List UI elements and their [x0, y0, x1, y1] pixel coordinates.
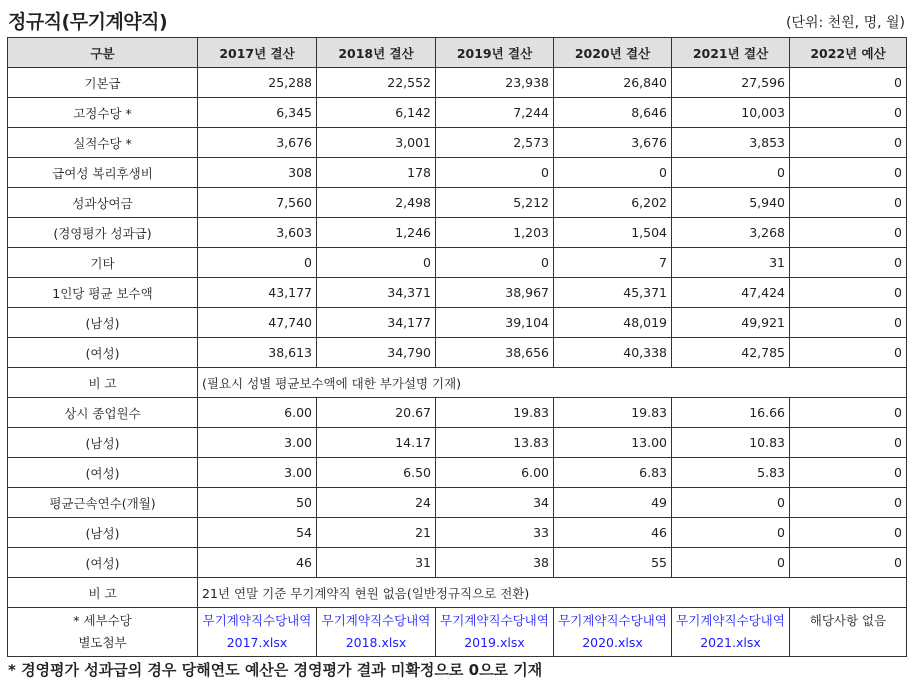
- table-row: [8, 338, 907, 368]
- remark-cell: 21년 연말 기준 무기계약직 현원 없음(일반정규직으로 전환): [198, 578, 907, 608]
- value-cell: 19.83: [436, 398, 554, 428]
- value-cell: 46: [198, 548, 317, 578]
- attachment-link[interactable]: 무기계약직수당내역2017.xlsx: [202, 613, 312, 650]
- column-header: 구분: [8, 38, 198, 68]
- table-row: [8, 428, 907, 458]
- value-cell: 3.00: [198, 428, 317, 458]
- value-cell: 34,371: [317, 278, 436, 308]
- value-cell: 0: [790, 158, 907, 188]
- value-cell: 50: [198, 488, 317, 518]
- value-cell: 0: [672, 158, 790, 188]
- row-label: (남성): [8, 428, 198, 458]
- value-cell: 55: [554, 548, 672, 578]
- value-cell: 0: [790, 218, 907, 248]
- value-cell: 3,676: [198, 128, 317, 158]
- row-label: 고정수당 *: [8, 98, 198, 128]
- value-cell: 40,338: [554, 338, 672, 368]
- value-cell: 47,424: [672, 278, 790, 308]
- value-cell: 1,504: [554, 218, 672, 248]
- row-label: 1인당 평균 보수액: [8, 278, 198, 308]
- value-cell: 25,288: [198, 68, 317, 98]
- value-cell: 0: [672, 518, 790, 548]
- value-cell: 178: [317, 158, 436, 188]
- row-label: 기본급: [8, 68, 198, 98]
- value-cell: 49,921: [672, 308, 790, 338]
- attachment-link[interactable]: 무기계약직수당내역2021.xlsx: [676, 613, 785, 650]
- value-cell: 21: [317, 518, 436, 548]
- value-cell: 0: [790, 128, 907, 158]
- value-cell: 39,104: [436, 308, 554, 338]
- value-cell: 2,573: [436, 128, 554, 158]
- row-label: 기타: [8, 248, 198, 278]
- row-label: 비 고: [8, 578, 198, 608]
- value-cell: 0: [317, 248, 436, 278]
- row-label: 급여성 복리후생비: [8, 158, 198, 188]
- value-cell: 0: [790, 548, 907, 578]
- value-cell: 10.83: [672, 428, 790, 458]
- value-cell: 0: [790, 428, 907, 458]
- value-cell: 0: [672, 488, 790, 518]
- table-row: [8, 488, 907, 518]
- value-cell: 0: [790, 278, 907, 308]
- value-cell: 24: [317, 488, 436, 518]
- value-cell: 23,938: [436, 68, 554, 98]
- value-cell: 5.83: [672, 458, 790, 488]
- row-label: (여성): [8, 458, 198, 488]
- value-cell: 0: [790, 398, 907, 428]
- column-header: 2022년 예산: [790, 38, 907, 68]
- attachment-link[interactable]: 무기계약직수당내역2020.xlsx: [558, 613, 667, 650]
- value-cell: 3,001: [317, 128, 436, 158]
- value-cell: 6.50: [317, 458, 436, 488]
- value-cell: 3,603: [198, 218, 317, 248]
- row-label: 평균근속연수(개월): [8, 488, 198, 518]
- page-title: 정규직(무기계약직): [8, 11, 168, 33]
- value-cell: 3,853: [672, 128, 790, 158]
- value-cell: 7: [554, 248, 672, 278]
- value-cell: 0: [436, 158, 554, 188]
- value-cell: 0: [790, 338, 907, 368]
- value-cell: 6,202: [554, 188, 672, 218]
- value-cell: 20.67: [317, 398, 436, 428]
- table-row: [8, 578, 907, 608]
- value-cell: 0: [672, 548, 790, 578]
- value-cell: 6,345: [198, 98, 317, 128]
- value-cell: 31: [317, 548, 436, 578]
- value-cell: 19.83: [554, 398, 672, 428]
- footnote: * 경영평가 성과급의 경우 당해연도 예산은 경영평가 결과 미확정으로 0으로 기재: [8, 661, 543, 679]
- column-header: 2018년 결산: [317, 38, 436, 68]
- value-cell: 38: [436, 548, 554, 578]
- row-label: 성과상여금: [8, 188, 198, 218]
- remark-cell: (필요시 성별 평균보수액에 대한 부가설명 기재): [198, 368, 907, 398]
- value-cell: 3.00: [198, 458, 317, 488]
- table-row: [8, 458, 907, 488]
- value-cell: 308: [198, 158, 317, 188]
- value-cell: 7,244: [436, 98, 554, 128]
- value-cell: 34: [436, 488, 554, 518]
- row-label: 실적수당 *: [8, 128, 198, 158]
- value-cell: 3,268: [672, 218, 790, 248]
- table-row: [8, 278, 907, 308]
- value-cell: 46: [554, 518, 672, 548]
- row-label: (남성): [8, 518, 198, 548]
- table-row: [8, 368, 907, 398]
- value-cell: 13.83: [436, 428, 554, 458]
- value-cell: 31: [672, 248, 790, 278]
- value-cell: 0: [790, 308, 907, 338]
- value-cell: 0: [436, 248, 554, 278]
- attachment-row: [8, 608, 907, 657]
- value-cell: 1,203: [436, 218, 554, 248]
- row-label: (남성): [8, 308, 198, 338]
- value-cell: 7,560: [198, 188, 317, 218]
- value-cell: 0: [790, 488, 907, 518]
- value-cell: 47,740: [198, 308, 317, 338]
- value-cell: 10,003: [672, 98, 790, 128]
- value-cell: 34,790: [317, 338, 436, 368]
- value-cell: 42,785: [672, 338, 790, 368]
- value-cell: 0: [198, 248, 317, 278]
- value-cell: 0: [790, 98, 907, 128]
- value-cell: 0: [554, 158, 672, 188]
- row-label: (경영평가 성과급): [8, 218, 198, 248]
- value-cell: 49: [554, 488, 672, 518]
- value-cell: 45,371: [554, 278, 672, 308]
- table-row: [8, 98, 907, 128]
- attachment-label-line2: 별도첨부: [78, 635, 127, 650]
- unit-label: (단위: 천원, 명, 월): [785, 15, 905, 31]
- value-cell: 5,212: [436, 188, 554, 218]
- table-row: [8, 518, 907, 548]
- table-row: [8, 68, 907, 98]
- table-row: [8, 248, 907, 278]
- value-cell: 2,498: [317, 188, 436, 218]
- attachment-link[interactable]: 무기계약직수당내역2019.xlsx: [440, 613, 549, 650]
- column-header: 2020년 결산: [554, 38, 672, 68]
- value-cell: 38,656: [436, 338, 554, 368]
- table-row: [8, 218, 907, 248]
- value-cell: 6.00: [436, 458, 554, 488]
- value-cell: 43,177: [198, 278, 317, 308]
- attachment-label: [8, 608, 198, 657]
- row-label: (여성): [8, 338, 198, 368]
- value-cell: 38,967: [436, 278, 554, 308]
- column-header: 2021년 결산: [672, 38, 790, 68]
- attachment-label-line1: * 세부수당: [73, 613, 132, 628]
- table-row: [8, 128, 907, 158]
- value-cell: 34,177: [317, 308, 436, 338]
- value-cell: 14.17: [317, 428, 436, 458]
- table-row: [8, 308, 907, 338]
- value-cell: 3,676: [554, 128, 672, 158]
- value-cell: 8,646: [554, 98, 672, 128]
- column-header: 2019년 결산: [436, 38, 554, 68]
- value-cell: 6,142: [317, 98, 436, 128]
- value-cell: 54: [198, 518, 317, 548]
- value-cell: 6.83: [554, 458, 672, 488]
- value-cell: 6.00: [198, 398, 317, 428]
- value-cell: 1,246: [317, 218, 436, 248]
- value-cell: 48,019: [554, 308, 672, 338]
- value-cell: 16.66: [672, 398, 790, 428]
- value-cell: 22,552: [317, 68, 436, 98]
- no-attachment: 해당사항 없음: [790, 608, 907, 657]
- column-header: 2017년 결산: [198, 38, 317, 68]
- value-cell: 38,613: [198, 338, 317, 368]
- salary-table: [7, 37, 907, 657]
- value-cell: 0: [790, 248, 907, 278]
- value-cell: 0: [790, 188, 907, 218]
- attachment-link[interactable]: 무기계약직수당내역2018.xlsx: [321, 613, 431, 650]
- table-row: [8, 188, 907, 218]
- row-label: 상시 종업원수: [8, 398, 198, 428]
- table-row: [8, 398, 907, 428]
- table-row: [8, 548, 907, 578]
- value-cell: 0: [790, 518, 907, 548]
- value-cell: 5,940: [672, 188, 790, 218]
- table-row: [8, 158, 907, 188]
- value-cell: 27,596: [672, 68, 790, 98]
- row-label: 비 고: [8, 368, 198, 398]
- value-cell: 0: [790, 68, 907, 98]
- value-cell: 33: [436, 518, 554, 548]
- value-cell: 13.00: [554, 428, 672, 458]
- value-cell: 0: [790, 458, 907, 488]
- row-label: (여성): [8, 548, 198, 578]
- value-cell: 26,840: [554, 68, 672, 98]
